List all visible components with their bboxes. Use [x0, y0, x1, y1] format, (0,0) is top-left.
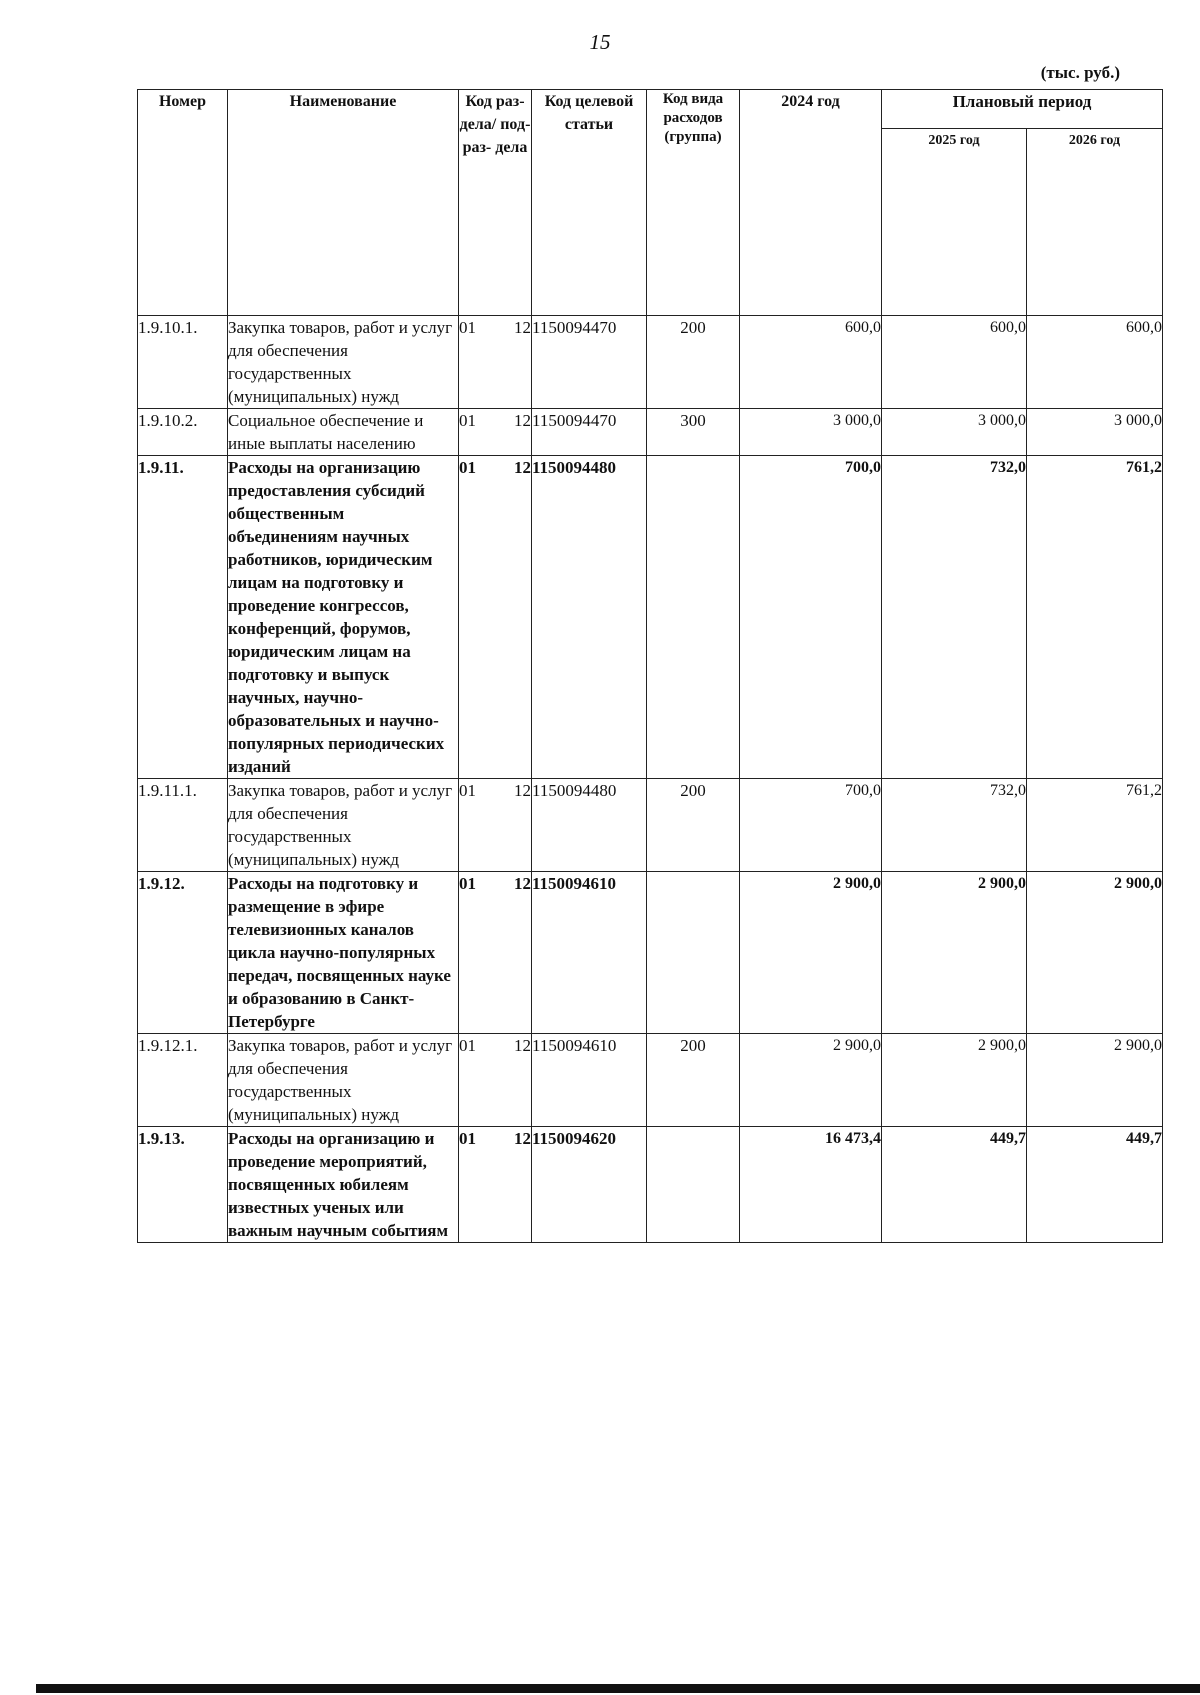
row-razdel: 01	[459, 1036, 476, 1055]
footer-rule	[36, 1684, 1200, 1693]
row-name: Закупка товаров, работ и услуг для обеспечения государственных (муниципальных) нужд	[228, 779, 459, 872]
row-2025: 600,0	[882, 316, 1027, 409]
row-podrazdel: 12	[514, 781, 531, 800]
row-2026: 2 900,0	[1027, 872, 1163, 1034]
row-number: 1.9.12.	[138, 872, 228, 1034]
row-target: 1150094470	[532, 409, 647, 456]
row-expense-type: 200	[647, 1034, 740, 1127]
row-razdel-cell	[459, 409, 532, 456]
row-expense-type: 200	[647, 779, 740, 872]
row-razdel-cell	[459, 456, 532, 779]
row-target: 1150094470	[532, 316, 647, 409]
row-podrazdel: 12	[514, 318, 531, 337]
header-razdel: Код раз- дела/ под- раз- дела	[459, 90, 532, 316]
header-expense-type: Код вида расходов (группа)	[647, 90, 740, 316]
table-row	[138, 316, 1163, 409]
row-2024: 2 900,0	[740, 1034, 882, 1127]
row-2026: 761,2	[1027, 779, 1163, 872]
row-2025: 732,0	[882, 779, 1027, 872]
row-2025: 449,7	[882, 1127, 1027, 1243]
row-name: Закупка товаров, работ и услуг для обеспечения государственных (муниципальных) нужд	[228, 316, 459, 409]
row-2025: 2 900,0	[882, 1034, 1027, 1127]
row-2025: 732,0	[882, 456, 1027, 779]
row-name: Социальное обеспечение и иные выплаты населению	[228, 409, 459, 456]
row-expense-type	[647, 1127, 740, 1243]
row-2025: 3 000,0	[882, 409, 1027, 456]
table-row	[138, 456, 1163, 779]
header-year-2026: 2026 год	[1027, 129, 1163, 316]
table-row	[138, 409, 1163, 456]
row-2024: 600,0	[740, 316, 882, 409]
table-row	[138, 779, 1163, 872]
row-razdel: 01	[459, 874, 476, 893]
table-row	[138, 872, 1163, 1034]
row-name: Закупка товаров, работ и услуг для обеспечения государственных (муниципальных) нужд	[228, 1034, 459, 1127]
row-target: 1150094480	[532, 456, 647, 779]
row-target: 1150094480	[532, 779, 647, 872]
row-razdel-cell	[459, 316, 532, 409]
row-target: 1150094610	[532, 872, 647, 1034]
row-number: 1.9.10.2.	[138, 409, 228, 456]
row-number: 1.9.12.1.	[138, 1034, 228, 1127]
row-number: 1.9.10.1.	[138, 316, 228, 409]
row-podrazdel: 12	[514, 874, 531, 893]
row-2024: 3 000,0	[740, 409, 882, 456]
header-target: Код целевой статьи	[532, 90, 647, 316]
table-row	[138, 1127, 1163, 1243]
row-name: Расходы на организацию и проведение мероприятий, посвященных юбилеям известных ученых или важным научным событиям	[228, 1127, 459, 1243]
row-2026: 761,2	[1027, 456, 1163, 779]
row-number: 1.9.13.	[138, 1127, 228, 1243]
row-2024: 700,0	[740, 456, 882, 779]
row-razdel: 01	[459, 1129, 476, 1148]
row-razdel: 01	[459, 318, 476, 337]
row-expense-type	[647, 456, 740, 779]
header-row	[138, 90, 1163, 129]
row-razdel: 01	[459, 411, 476, 430]
row-podrazdel: 12	[514, 1036, 531, 1055]
row-podrazdel: 12	[514, 411, 531, 430]
row-number: 1.9.11.	[138, 456, 228, 779]
units-label: (тыс. руб.)	[1040, 63, 1120, 82]
row-name: Расходы на организацию предоставления субсидий общественным объединениям научных работников, юридическим лицам на подготовку и проведение конгрессов, конференций, форумов, юридическим лицам на подготовку и выпуск научных, научно-образовательных и научно-популярных периодических изданий	[228, 456, 459, 779]
row-podrazdel: 12	[514, 458, 531, 477]
row-2026: 3 000,0	[1027, 409, 1163, 456]
header-year-2025: 2025 год	[882, 129, 1027, 316]
header-number: Номер	[138, 90, 228, 316]
row-razdel-cell	[459, 779, 532, 872]
header-name: Наименование	[228, 90, 459, 316]
row-razdel-cell	[459, 1127, 532, 1243]
table-row	[138, 1034, 1163, 1127]
row-podrazdel: 12	[514, 1129, 531, 1148]
header-year-2024: 2024 год	[740, 90, 882, 316]
row-razdel: 01	[459, 458, 476, 477]
page-number: 15	[589, 30, 611, 54]
row-2026: 449,7	[1027, 1127, 1163, 1243]
row-expense-type: 300	[647, 409, 740, 456]
row-razdel-cell	[459, 872, 532, 1034]
row-expense-type: 200	[647, 316, 740, 409]
row-name: Расходы на подготовку и размещение в эфире телевизионных каналов цикла научно-популярных передач, посвященных науке и образованию в Санкт-Петербурге	[228, 872, 459, 1034]
row-2025: 2 900,0	[882, 872, 1027, 1034]
row-razdel: 01	[459, 781, 476, 800]
row-target: 1150094620	[532, 1127, 647, 1243]
row-2024: 2 900,0	[740, 872, 882, 1034]
header-planned-period: Плановый период	[882, 90, 1163, 129]
row-2026: 600,0	[1027, 316, 1163, 409]
row-2026: 2 900,0	[1027, 1034, 1163, 1127]
row-2024: 16 473,4	[740, 1127, 882, 1243]
row-razdel-cell	[459, 1034, 532, 1127]
row-2024: 700,0	[740, 779, 882, 872]
row-expense-type	[647, 872, 740, 1034]
row-target: 1150094610	[532, 1034, 647, 1127]
row-number: 1.9.11.1.	[138, 779, 228, 872]
budget-table	[137, 89, 1163, 1243]
